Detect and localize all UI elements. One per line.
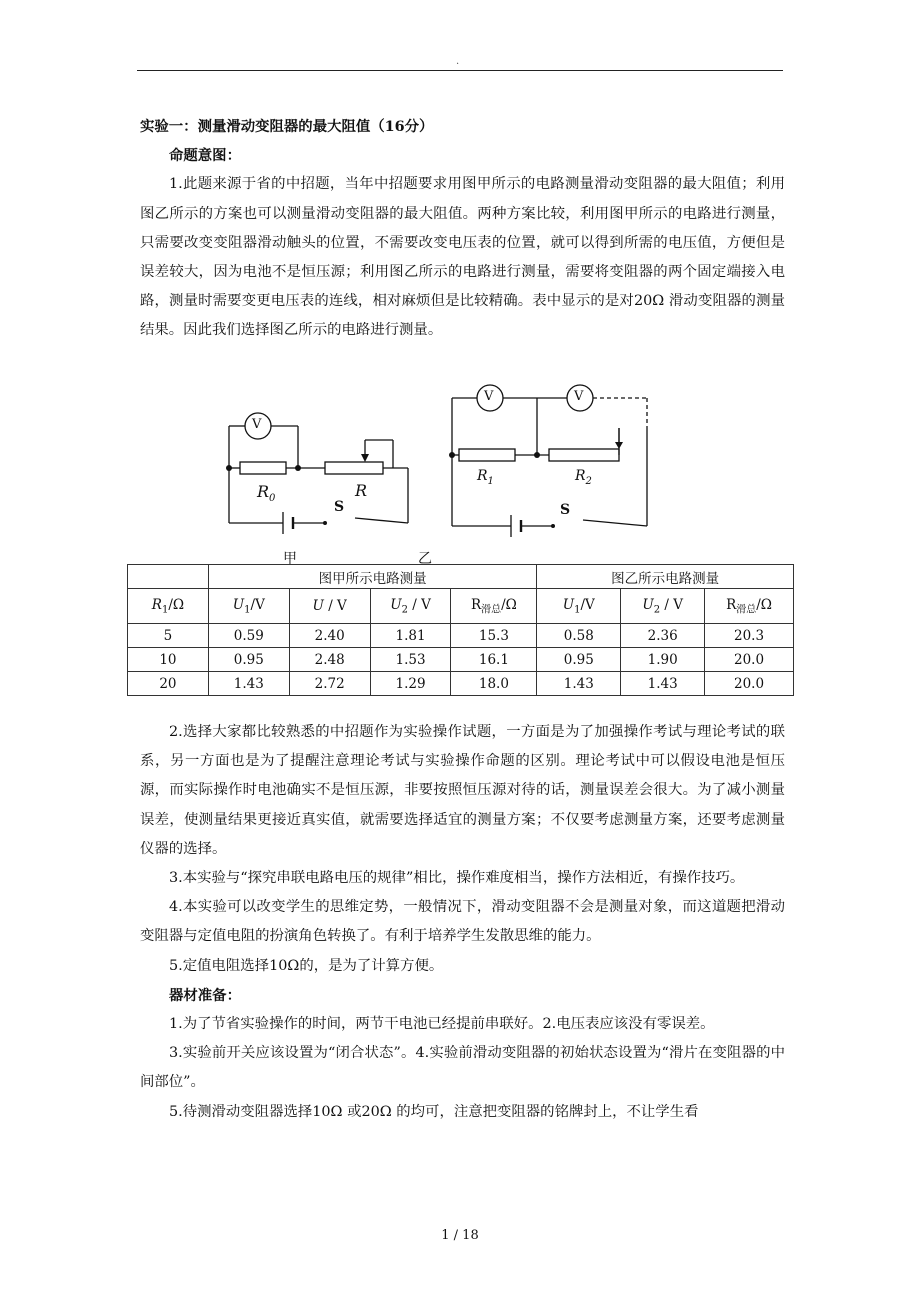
- jia-junction: [226, 465, 232, 471]
- col-u1-symbol: U: [232, 596, 245, 613]
- intent-paragraph-1: 1.此题来源于省的中招题，当年中招题要求用图甲所示的电路测量滑动变阻器的最大阻值；利用图乙所示的方案也可以测量滑动变阻器的最大阻值。两种方案比较，利用图甲所示的电路进行测量，只需要改变变阻器滑动触头的位置，不需要改变电压表的位置，就可以得到所需的电压值，方便但是误差较大，因为电池不是恒压源；利用图乙所示的电路进行测量，需要将变阻器的两个固定端接入电路，测量时需要变更电压表的连线，相对麻烦但是比较精确。表中显示的是对20Ω 滑动变阻器的测量结果。因此我们选择图乙所示的电路进行测量。: [140, 176, 785, 339]
- col-u1-sub: 1: [574, 604, 581, 616]
- col-r1: [128, 589, 209, 624]
- col-r-symbol: R: [470, 596, 482, 613]
- col-r-sub: 滑总: [481, 604, 502, 616]
- table-row: [128, 672, 794, 696]
- table-cell: 1.29: [370, 672, 451, 696]
- table-cell: 15.3: [451, 624, 537, 648]
- table-cell: 18.0: [451, 672, 537, 696]
- intent-paragraph-2: 2.选择大家都比较熟悉的中招题作为实验操作试题，一方面是为了加强操作考试与理论考试的联系，另一方面也是为了提醒注意理论考试与实验操作命题的区别。理论考试中可以假设电池是恒压源，而实际操作时电池确实不是恒压源，非要按照恒压源对待的话，测量误差会很大。为了减小测量误差，使测量结果更接近真实值，就需要选择适宜的测量方案；不仅要考虑测量方案，还要考虑测量仪器的选择。: [140, 724, 785, 857]
- yi-junction: [449, 452, 455, 458]
- table-cell: 1.53: [370, 648, 451, 672]
- table-cell: 0.95: [537, 648, 621, 672]
- yi-r1-sub: 1: [487, 475, 494, 487]
- header-rule: [137, 70, 783, 71]
- table-row: [128, 624, 794, 648]
- yi-r1-symbol: R: [477, 468, 488, 484]
- col-u2-jia: [370, 589, 451, 624]
- table-cell: 2.36: [621, 624, 705, 648]
- col-r-unit: /Ω: [756, 596, 772, 613]
- document-body-lower: [140, 718, 785, 1127]
- jia-junction: [295, 465, 301, 471]
- jia-slider-arrow: [361, 454, 369, 462]
- intent-paragraph-3: 3.本实验与“探究串联电路电压的规律”相比，操作难度相当，操作方法相近，有操作技巧。: [169, 870, 745, 887]
- materials-paragraph-1: 1.为了节省实验操作的时间，两节干电池已经提前串联好。2.电压表应该没有零误差。: [169, 1016, 715, 1033]
- yi-resistor-r1: [459, 449, 515, 461]
- jia-r0-sub: 0: [269, 493, 276, 505]
- yi-junction: [534, 452, 540, 458]
- jia-r-label: R: [355, 481, 368, 500]
- table-cell: 1.81: [370, 624, 451, 648]
- caption-yi: 乙: [418, 551, 432, 567]
- col-u1-sub: 1: [244, 604, 251, 616]
- table-cell: 1.43: [621, 672, 705, 696]
- col-u-unit: / V: [323, 598, 347, 614]
- jia-wire: [355, 518, 408, 523]
- col-u: [289, 589, 370, 624]
- table-cell: 0.58: [537, 624, 621, 648]
- caption-jia: 甲: [283, 551, 297, 567]
- table-cell: 16.1: [451, 648, 537, 672]
- table-cell: 1.43: [208, 672, 289, 696]
- col-u2-sub: 2: [653, 604, 661, 616]
- jia-voltmeter-label: V: [252, 417, 262, 432]
- table-cell: 0.95: [208, 648, 289, 672]
- table-row: [128, 648, 794, 672]
- table-cell: 5: [128, 624, 209, 648]
- table-cell: 2.72: [289, 672, 370, 696]
- col-u2-symbol: U: [642, 596, 654, 613]
- col-u2-unit: / V: [660, 596, 683, 613]
- col-u1-yi: [537, 589, 621, 624]
- col-r-total-yi: [705, 589, 794, 624]
- jia-r0-label: [257, 482, 275, 504]
- yi-slider-arrow: [615, 442, 623, 449]
- col-r1-unit: /Ω: [168, 596, 185, 613]
- intent-heading: 命题意图：: [169, 147, 241, 165]
- col-u2-symbol: U: [390, 596, 402, 613]
- col-u2-yi: [621, 589, 705, 624]
- table-cell: 1.90: [621, 648, 705, 672]
- table-cell: 1.43: [537, 672, 621, 696]
- yi-r2-sub: 2: [585, 475, 592, 487]
- col-r-symbol: R: [726, 596, 737, 613]
- table-cell: 0.59: [208, 624, 289, 648]
- yi-wire: [583, 520, 647, 526]
- col-u1-symbol: U: [562, 596, 575, 613]
- jia-switch-pivot: [323, 521, 327, 525]
- group-jia-header: 图甲所示电路测量: [208, 565, 536, 589]
- materials-paragraph-2: 3.实验前开关应该设置为“闭合状态”。4.实验前滑动变阻器的初始状态设置为“滑片在变阻器的中间部位”。: [140, 1045, 785, 1091]
- col-u2-sub: 2: [401, 604, 408, 616]
- measurement-table: [127, 564, 794, 696]
- yi-rheostat-r2: [549, 449, 619, 461]
- jia-r0-symbol: R: [257, 482, 270, 501]
- circuit-diagrams: [215, 378, 665, 566]
- col-r1-sub: 1: [161, 604, 169, 616]
- col-r1-symbol: R: [151, 596, 162, 613]
- table-cell: 10: [128, 648, 209, 672]
- table-cell: 20.3: [705, 624, 794, 648]
- yi-switch-pivot: [551, 524, 555, 528]
- circuit-figure: [215, 378, 665, 566]
- group-yi-header: 图乙所示电路测量: [537, 565, 794, 589]
- header-mark: .: [456, 56, 460, 67]
- table-cell: 20.0: [705, 672, 794, 696]
- jia-rheostat-r: [325, 462, 383, 474]
- yi-voltmeter-2-label: V: [574, 389, 584, 404]
- table-cell: 20: [128, 672, 209, 696]
- col-u1-jia: [208, 589, 289, 624]
- yi-switch-label: S: [560, 502, 571, 518]
- yi-r2-symbol: R: [575, 468, 586, 484]
- jia-resistor-r0: [240, 462, 286, 474]
- table-corner: [128, 565, 209, 589]
- table-cell: 2.40: [289, 624, 370, 648]
- col-r-total-jia: [451, 589, 537, 624]
- table-group-row: [128, 565, 794, 589]
- yi-r1-label: [477, 468, 494, 487]
- col-u1-unit: /V: [580, 596, 595, 613]
- col-u2-unit: / V: [407, 596, 431, 613]
- col-u-symbol: U: [312, 598, 324, 614]
- page-number: 1 / 18: [441, 1228, 479, 1243]
- intent-paragraph-4: 4.本实验可以改变学生的思维定势，一般情况下，滑动变阻器不会是测量对象，而这道题把滑动变阻器与定值电阻的扮演角色转换了。有利于培养学生发散思维的能力。: [140, 899, 785, 945]
- intent-paragraph-5: 5.定值电阻选择10Ω的，是为了计算方便。: [169, 957, 444, 974]
- section-title: 实验一：测量滑动变阻器的最大阻值（16分）: [140, 118, 434, 135]
- materials-heading: 器材准备：: [169, 986, 241, 1004]
- table-cell: 20.0: [705, 648, 794, 672]
- document-body: [140, 112, 785, 346]
- col-u1-unit: /V: [250, 596, 265, 613]
- yi-r2-label: [575, 468, 592, 487]
- materials-paragraph-3: 5.待测滑动变阻器选择10Ω 或20Ω 的均可，注意把变阻器的铭牌封上，不让学生看: [169, 1103, 699, 1120]
- table-header-row: [128, 589, 794, 624]
- col-r-unit: /Ω: [501, 596, 517, 613]
- yi-voltmeter-1-label: V: [484, 389, 494, 404]
- table-cell: 2.48: [289, 648, 370, 672]
- col-r-sub: 滑总: [736, 604, 757, 616]
- jia-switch-label: S: [334, 499, 345, 515]
